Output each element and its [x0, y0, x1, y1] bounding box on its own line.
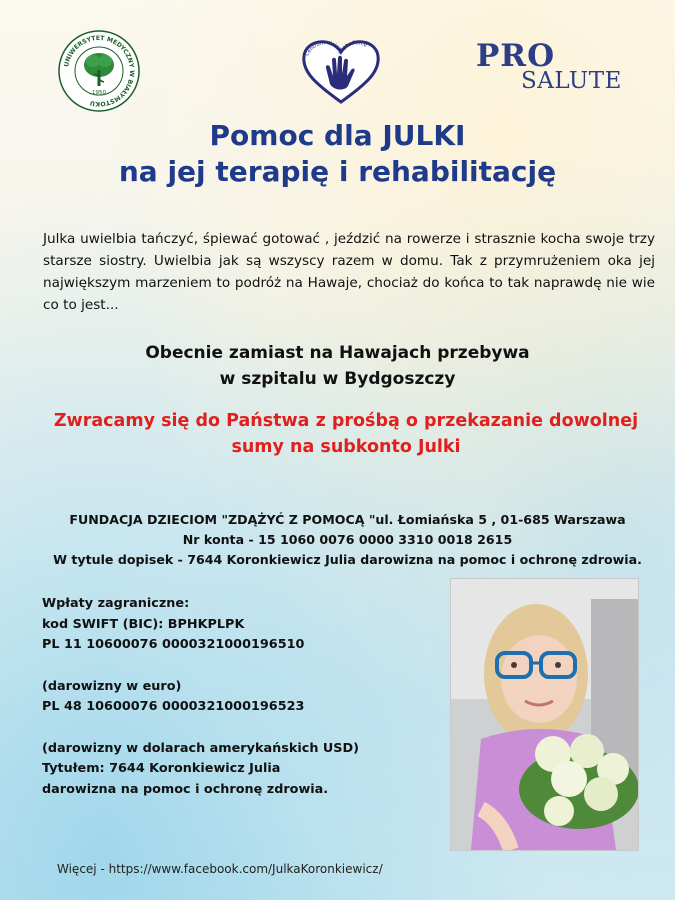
donation-appeal: [0, 408, 675, 460]
prosalute-logo: [476, 38, 646, 100]
foundation-account: Nr konta - 15 1060 0076 0000 3310 0018 2615: [182, 532, 513, 547]
foreign-payments: [42, 594, 442, 800]
transfer-title: Tytułem: 7644 Koronkiewicz Julia: [42, 761, 281, 776]
stay-line-2: w szpitalu w Bydgoszczy: [219, 369, 456, 389]
heart-hand-logo: [296, 34, 386, 106]
euro-label: (darowizny w euro): [42, 678, 182, 694]
account-pln: PL 11 10600076 0000321000196510: [42, 637, 305, 652]
appeal-line-1: Zwracamy się do Państwa z prośbą o przekazanie dowolnej: [53, 411, 639, 431]
foundation-title-note: W tytule dopisek - 7644 Koronkiewicz Julia darowizna na pomoc i ochronę zdrowia.: [53, 552, 642, 567]
university-seal-text: UNIWERSYTET MEDYCZNY W BIAŁYMSTOKU: [63, 34, 136, 108]
swift-code: kod SWIFT (BIC): BPHKPLPK: [42, 616, 245, 632]
account-eur: PL 48 10600076 0000321000196523: [42, 699, 305, 714]
transfer-purpose: darowizna na pomoc i ochronę zdrowia.: [42, 781, 329, 797]
facebook-link[interactable]: Więcej - https://www.facebook.com/JulkaKoronkiewicz/: [57, 862, 383, 876]
title-line-1: Pomoc dla JULKI: [209, 119, 466, 152]
hospital-stay-text: [0, 340, 675, 392]
prosalute-pro-text: PRO: [476, 38, 556, 74]
stay-line-1: Obecnie zamiast na Hawajach przebywa: [145, 343, 530, 363]
page-title: [0, 118, 675, 190]
usd-label: (darowizny w dolarach amerykańskich USD): [42, 740, 359, 756]
foreign-heading: Wpłaty zagraniczne:: [42, 596, 190, 611]
child-photo: [450, 578, 639, 851]
appeal-line-2: sumy na subkonto Julki: [231, 437, 461, 457]
foundation-info: [0, 510, 675, 570]
university-year: 1950: [92, 90, 106, 96]
foundation-address: FUNDACJA DZIECIOM "ZDĄŻYĆ Z POMOCĄ "ul. Łomiańska 5 , 01-685 Warszawa: [69, 512, 626, 527]
intro-paragraph: Julka uwielbia tańczyć, śpiewać gotować , jeździć na rowerze i strasznie kocha swoje trzy starsze siostry. Uwielbia jak są wszyscy razem w domu. Tak z przymrużeniem oka jej największym marzeniem to podróż na Hawaje, chociaż do końca to tak naprawdę nie wie co to jest...: [43, 231, 655, 313]
prosalute-salute-text: SALUTE: [521, 68, 622, 94]
title-line-2: na jej terapię i rehabilitację: [118, 155, 557, 188]
heart-logo-text: Centrum Wolontariatu Serce: [304, 40, 368, 58]
university-logo: [58, 30, 140, 112]
